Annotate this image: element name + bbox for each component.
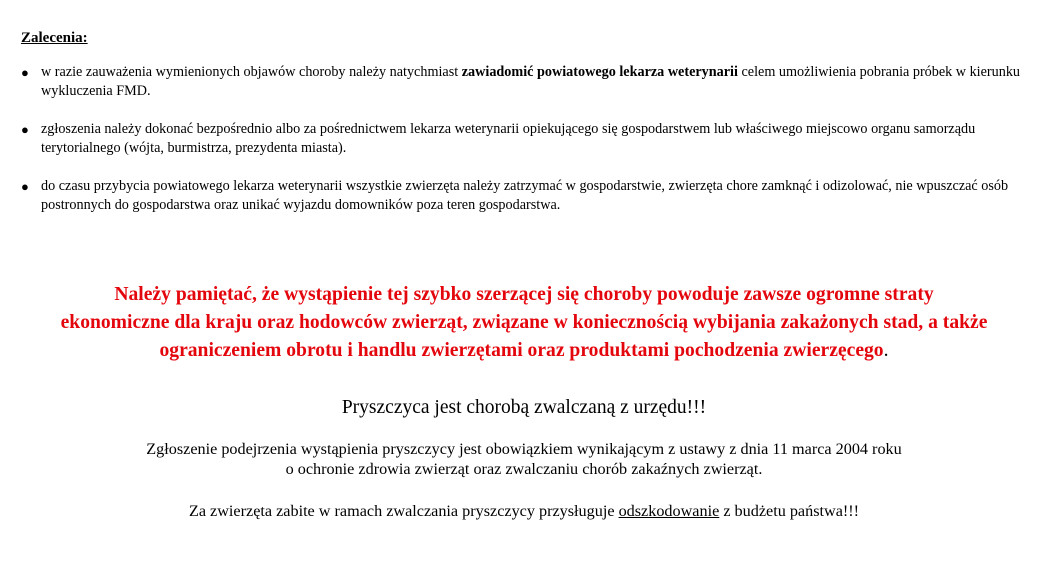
warning-line [0,337,1048,365]
list-item-bold-text: zawiadomić powiatowego lekarza weterynarii [461,64,738,80]
statement-title: Pryszczyca jest chorobą zwalczaną z urzędu!!! [341,397,707,418]
compensation-paragraph [0,501,1048,521]
section-heading: Zalecenia: [21,30,88,46]
list-item-text: do czasu przybycia powiatowego lekarza weterynarii wszystkie zwierzęta należy zatrzymać w gospodarstwie, zwierzęta chore zamknąć i odizolować, nie wpuszczać osób postronnych do gospodarstwa oraz unikać wyjazdu domowników poza teren gospodarstwa. [41,178,1009,213]
list-item [21,63,1031,101]
warning-paragraph [0,281,1048,365]
list-item-text-part: w razie zauważenia wymienionych objawów choroby należy natychmiast [41,64,462,80]
warning-line-text: ograniczeniem obrotu i handlu zwierzętami oraz produktami pochodzenia zwierzęcego [159,340,884,361]
warning-period: . [883,340,889,361]
legal-paragraph [0,439,1048,479]
legal-line: Zgłoszenie podejrzenia wystąpienia pryszczycy jest obowiązkiem wynikającym z ustawy z dnia 11 marca 2004 roku [146,440,902,458]
compensation-link[interactable]: odszkodowanie [618,502,720,520]
compensation-text: Za zwierzęta zabite w ramach zwalczania pryszczycy przysługuje [188,502,619,520]
bullet-dot-icon: ● [21,122,29,137]
list-item [21,177,1031,215]
compensation-text: z budżetu państwa!!! [719,502,860,520]
list-item-text-part: celem umożliwienia pobrania próbek w kierunku wykluczenia FMD. [41,64,1021,99]
warning-line: ekonomiczne dla kraju oraz hodowców zwierząt, związane w koniecznością wybijania zakażonych stad, a także [60,312,988,333]
bullet-dot-icon: ● [21,65,29,80]
list-item [21,120,1031,158]
warning-line: Należy pamiętać, że wystąpienie tej szybko szerzącej się choroby powoduje zawsze ogromne straty [114,284,934,305]
bullet-dot-icon: ● [21,179,29,194]
list-item-text [41,63,1031,101]
list-item-text: zgłoszenia należy dokonać bezpośrednio albo za pośrednictwem lekarza weterynarii opiekującego się gospodarstwem lub właściwego miejscowo organu samorządu terytorialnego (wójta, burmistrza, prezydenta miasta). [41,121,976,156]
legal-line: o ochronie zdrowia zwierząt oraz zwalczaniu chorób zakaźnych zwierząt. [285,460,763,478]
